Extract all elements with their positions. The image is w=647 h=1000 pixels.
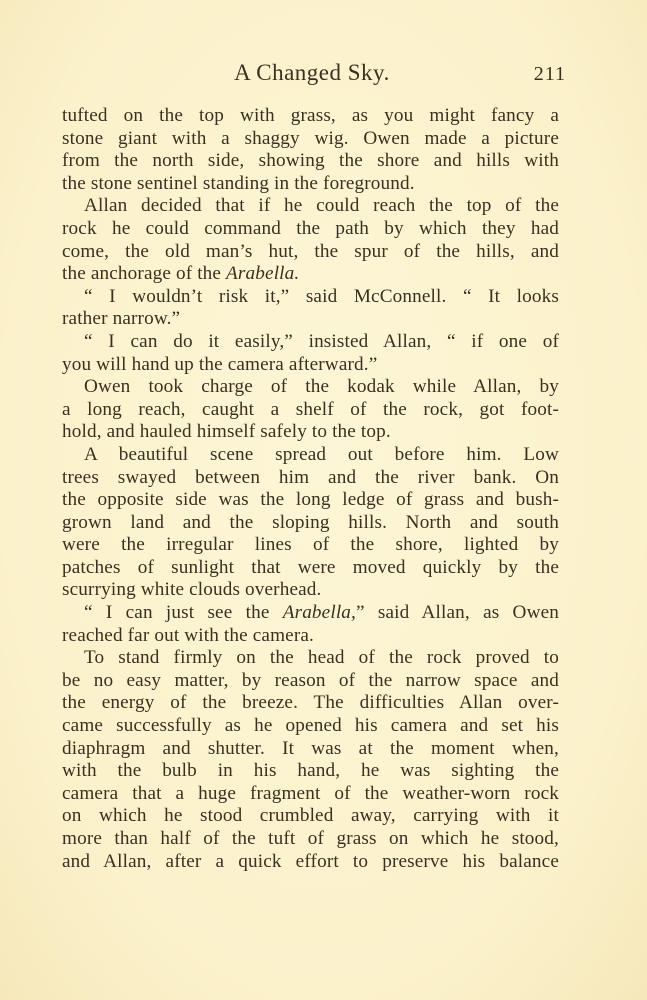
page-number: 211 xyxy=(533,63,566,85)
running-head xyxy=(62,60,566,90)
text-line-segment: ” said Allan, as Owen xyxy=(356,602,559,624)
text-line: were the irregular lines of the shore, lighted by xyxy=(62,534,559,556)
text-line: the opposite side was the long ledge of grass and bush- xyxy=(62,489,559,511)
text-line: scurrying white clouds overhead. xyxy=(62,579,322,601)
text-line: came successfully as he opened his camera and set his xyxy=(62,715,559,737)
text-line: tufted on the top with grass, as you might fancy a xyxy=(62,105,559,126)
text-line: To stand firmly on the head of the rock proved to xyxy=(84,647,559,669)
text-line: a long reach, caught a shelf of the rock, got foot- xyxy=(62,398,559,420)
text-line: the energy of the breeze. The difficulties Allan over- xyxy=(62,692,559,714)
text-line: rather narrow.” xyxy=(62,308,181,330)
text-line: come, the old man’s hut, the spur of the hills, and xyxy=(62,240,559,262)
running-title: A Changed Sky. xyxy=(234,60,390,85)
ship-name-italic: Arabella, xyxy=(282,602,356,624)
text-line: A beautiful scene spread out before him. Low xyxy=(84,443,559,465)
text-line-segment: the anchorage of the xyxy=(62,263,227,285)
text-line: reached far out with the camera. xyxy=(62,624,314,646)
text-line: be no easy matter, by reason of the narrow space and xyxy=(62,669,559,691)
body-text xyxy=(62,105,559,873)
text-line xyxy=(62,263,559,286)
text-line xyxy=(62,602,559,625)
text-line: from the north side, showing the shore and hills with xyxy=(62,150,559,172)
text-line: the stone sentinel standing in the foreground. xyxy=(62,172,415,194)
text-line: rock he could command the path by which they had xyxy=(62,217,559,239)
text-line: on which he stood crumbled away, carrying with it xyxy=(62,805,559,827)
ship-name-italic: Arabella. xyxy=(226,263,300,285)
text-line: “ I can do it easily,” insisted Allan, “ if one of xyxy=(84,330,559,352)
text-line: “ I wouldn’t risk it,” said McConnell. “ It looks xyxy=(84,285,559,307)
text-line: Owen took charge of the kodak while Allan, by xyxy=(84,376,559,398)
text-line: more than half of the tuft of grass on which he stood, xyxy=(62,828,559,849)
text-line: patches of sunlight that were moved quickly by the xyxy=(62,556,559,578)
text-line: diaphragm and shutter. It was at the moment when, xyxy=(62,737,559,759)
text-line: stone giant with a shaggy wig. Owen made a picture xyxy=(62,127,559,149)
text-line: and Allan, after a quick effort to preserve his balance xyxy=(62,850,559,872)
text-line: Allan decided that if he could reach the top of the xyxy=(84,195,559,217)
text-line: trees swayed between him and the river bank. On xyxy=(62,466,559,488)
text-line: grown land and the sloping hills. North and south xyxy=(62,511,559,533)
text-line: hold, and hauled himself safely to the top. xyxy=(62,421,391,443)
text-line-segment: “ I can just see the xyxy=(84,602,283,624)
text-line: you will hand up the camera afterward.” xyxy=(62,353,378,375)
text-line: camera that a huge fragment of the weather-worn rock xyxy=(62,782,559,804)
text-line: with the bulb in his hand, he was sighting the xyxy=(62,760,559,782)
